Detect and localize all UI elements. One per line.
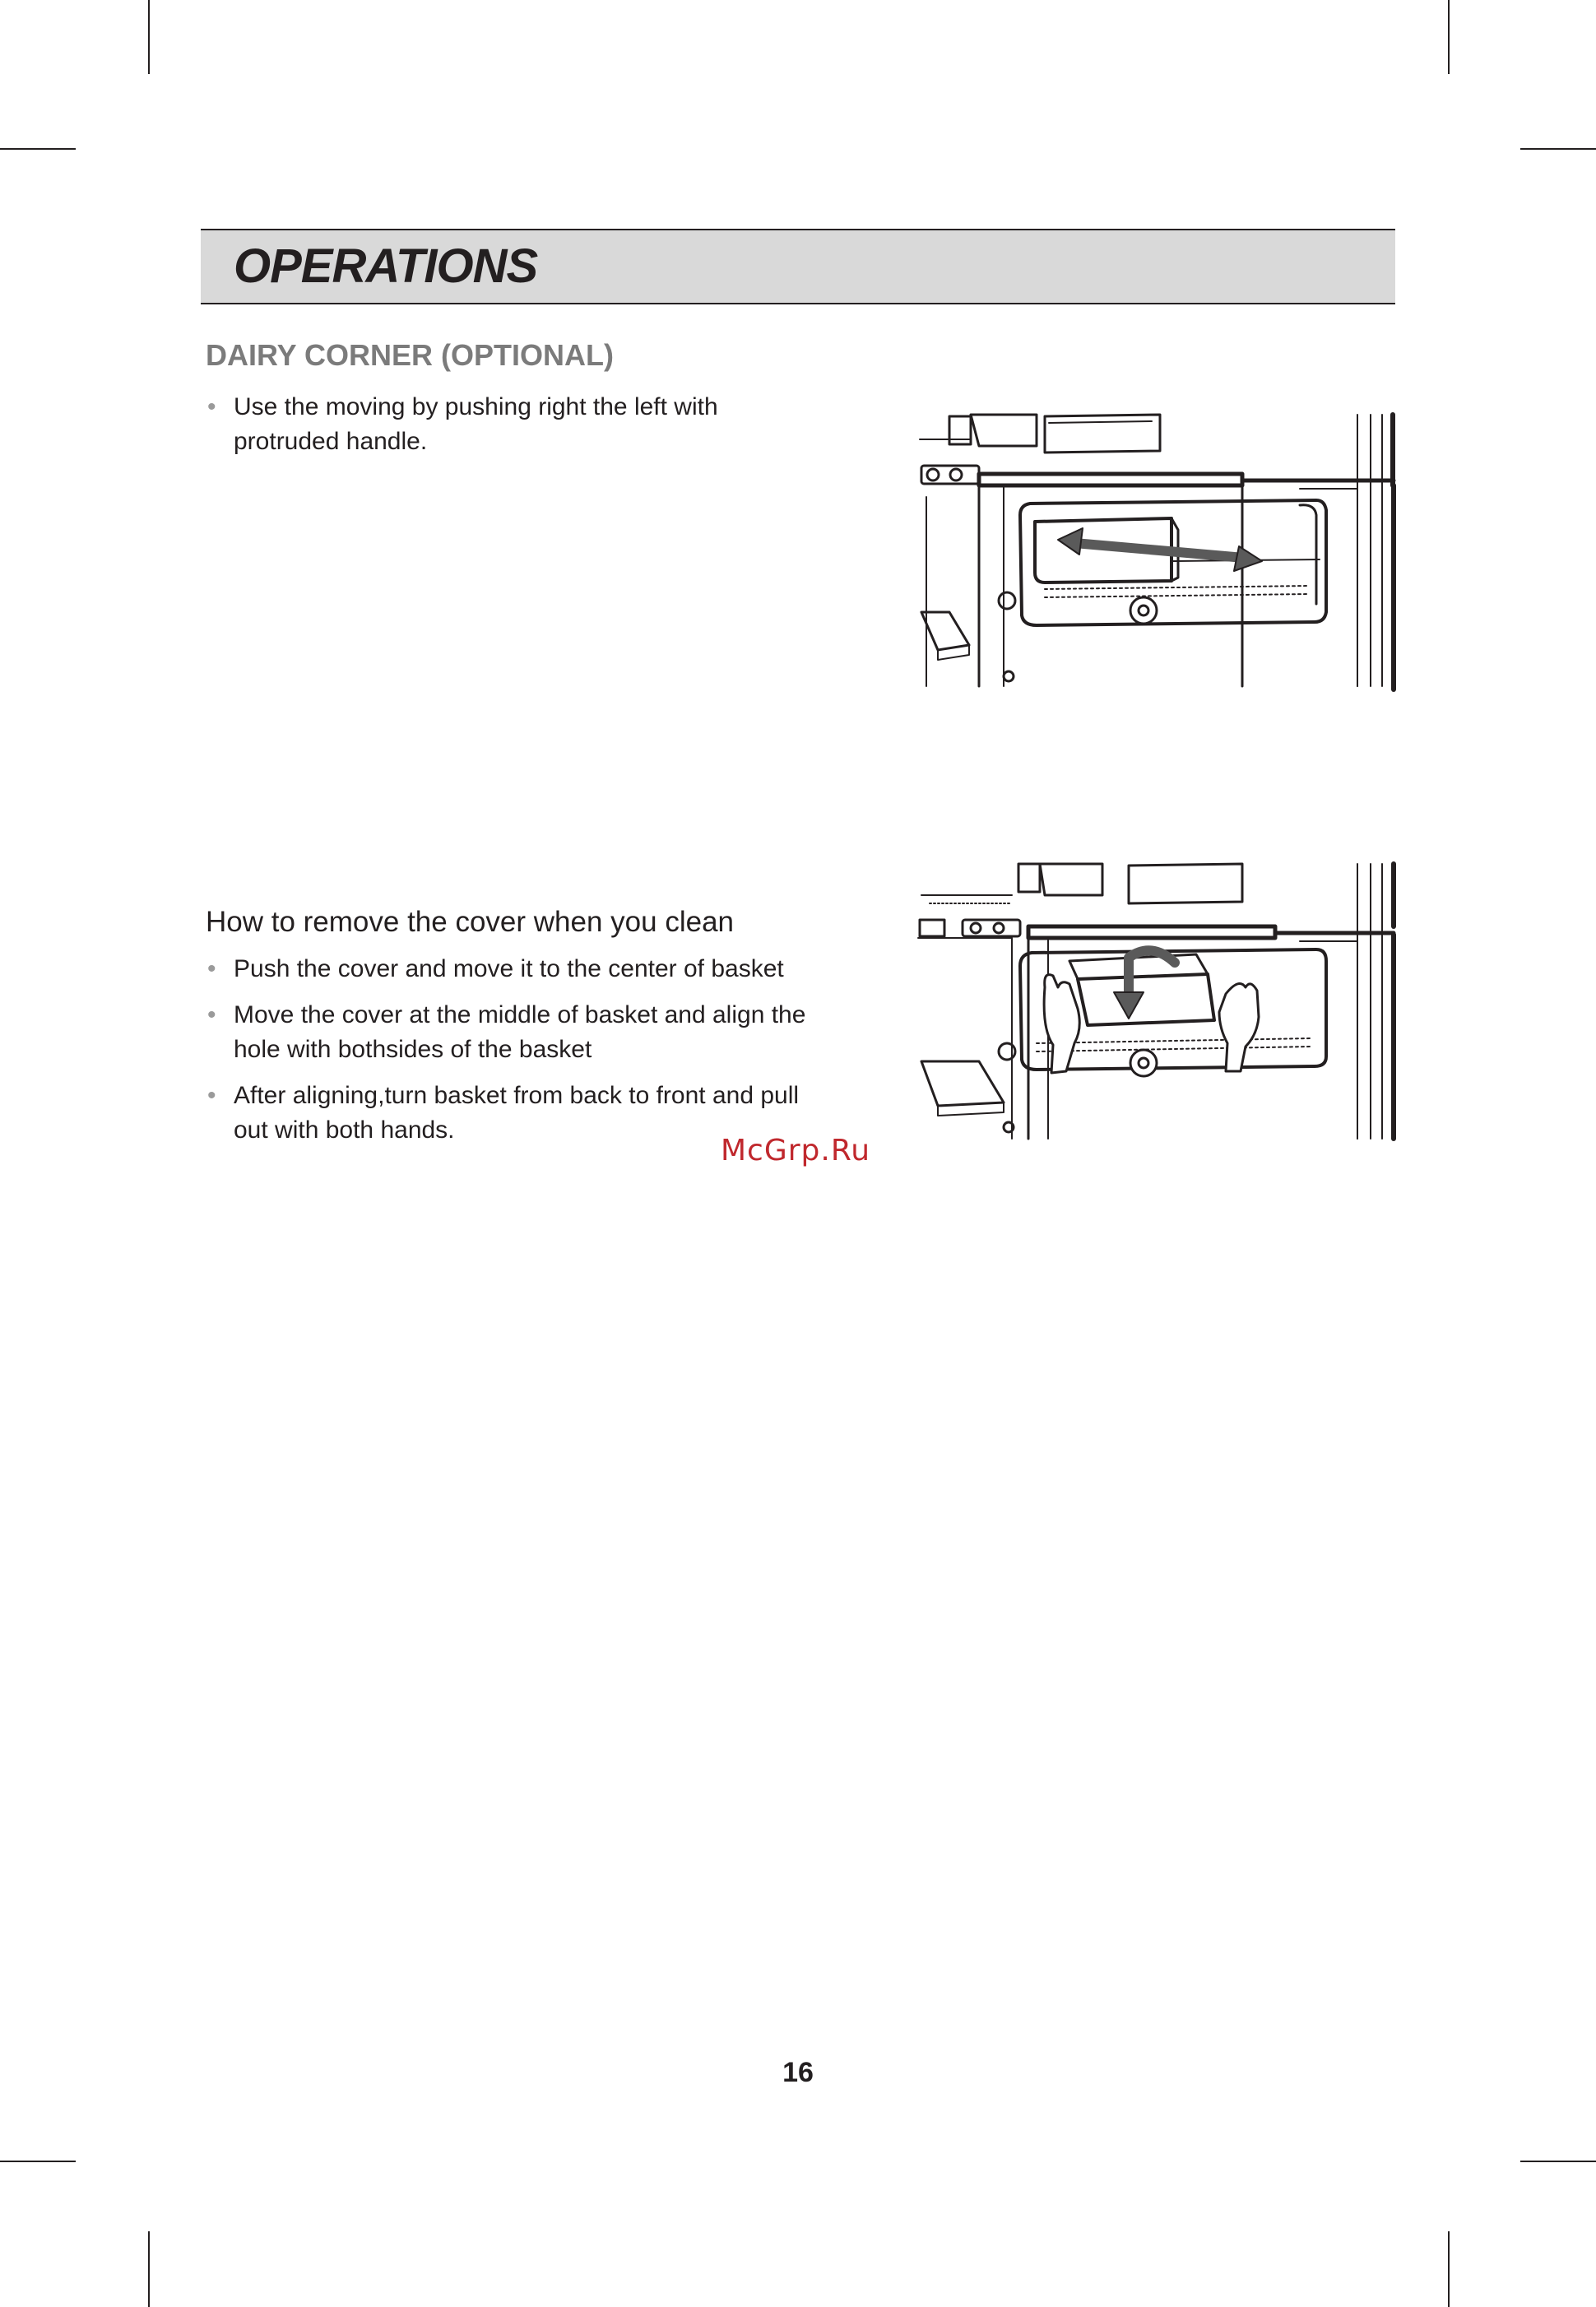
left-shelf-front (938, 645, 969, 660)
crop-mark (1520, 148, 1596, 150)
remove-cover-illustration (913, 856, 1399, 1145)
basket-knob (1130, 597, 1157, 624)
dairy-corner-list (206, 390, 798, 471)
shelf-line (1049, 421, 1152, 423)
crop-mark (148, 2231, 150, 2307)
bullet-icon: • (207, 955, 216, 982)
list-item (206, 998, 839, 1067)
shelf-bracket (1018, 864, 1040, 892)
screw-icon (950, 469, 962, 480)
basket-hatch (1045, 586, 1308, 589)
bullet-icon: • (207, 393, 216, 420)
door-frame (1300, 941, 1357, 1139)
list-item-text: Use the moving by pushing right the left with (234, 393, 718, 420)
list-item (206, 952, 839, 986)
left-hand (1044, 975, 1079, 1073)
bullet-icon: • (207, 1001, 216, 1028)
crop-mark (0, 148, 76, 150)
watermark: McGrp.Ru (721, 1134, 871, 1167)
section-header-bar (201, 229, 1395, 304)
left-shelf (921, 612, 969, 650)
crop-mark (1448, 0, 1450, 74)
list-item-text: out with both hands. (234, 1116, 455, 1144)
list-item-text: hole with bothsides of the basket (234, 1036, 592, 1063)
screw-icon (971, 923, 981, 933)
left-shelf (921, 1061, 1004, 1106)
shelf-part (1045, 415, 1160, 453)
basket-knob (1130, 1050, 1157, 1076)
page-number: 16 (782, 2057, 814, 2088)
list-item-text: Move the cover at the middle of basket and align the (234, 1001, 806, 1028)
divider-bar (1028, 926, 1275, 938)
basket-hatch (1037, 1038, 1311, 1043)
arrow-right-head (1234, 546, 1262, 571)
screw-icon (994, 923, 1004, 933)
basket-hatch (1045, 594, 1308, 597)
crop-mark (0, 2161, 76, 2162)
dairy-corner-slide-illustration (913, 406, 1399, 694)
door-frame (1300, 489, 1357, 686)
shelf-part (971, 415, 1037, 446)
screw-icon (999, 592, 1015, 609)
hinge-plate (920, 920, 944, 936)
crop-mark (1520, 2161, 1596, 2162)
shelf-part (1040, 864, 1102, 895)
dairy-corner-title: DAIRY CORNER (OPTIONAL) (206, 338, 615, 372)
divider-bar (979, 474, 1242, 485)
basket-right-wall (1300, 505, 1316, 604)
crop-mark (1448, 2231, 1450, 2307)
crop-mark (148, 0, 150, 74)
remove-cover-heading: How to remove the cover when you clean (206, 906, 734, 938)
bullet-icon: • (207, 1082, 216, 1109)
list-item-text: After aligning,turn basket from back to front and pull (234, 1082, 800, 1109)
list-item (206, 390, 798, 459)
cover-panel (1078, 974, 1214, 1025)
page-title: OPERATIONS (234, 239, 538, 293)
screw-icon (927, 469, 939, 480)
remove-cover-list (206, 952, 839, 1159)
left-shelf-front (938, 1102, 1004, 1116)
side-wall (918, 938, 1012, 1139)
right-hand (1219, 984, 1259, 1072)
basket-hatch (1037, 1047, 1311, 1051)
list-item-text: protruded handle. (234, 428, 428, 455)
door-lines (1357, 415, 1382, 686)
screw-icon (1004, 671, 1014, 681)
shelf-part (1129, 864, 1242, 903)
list-item-text: Push the cover and move it to the center of basket (234, 955, 784, 982)
door-lines (1357, 864, 1382, 1139)
